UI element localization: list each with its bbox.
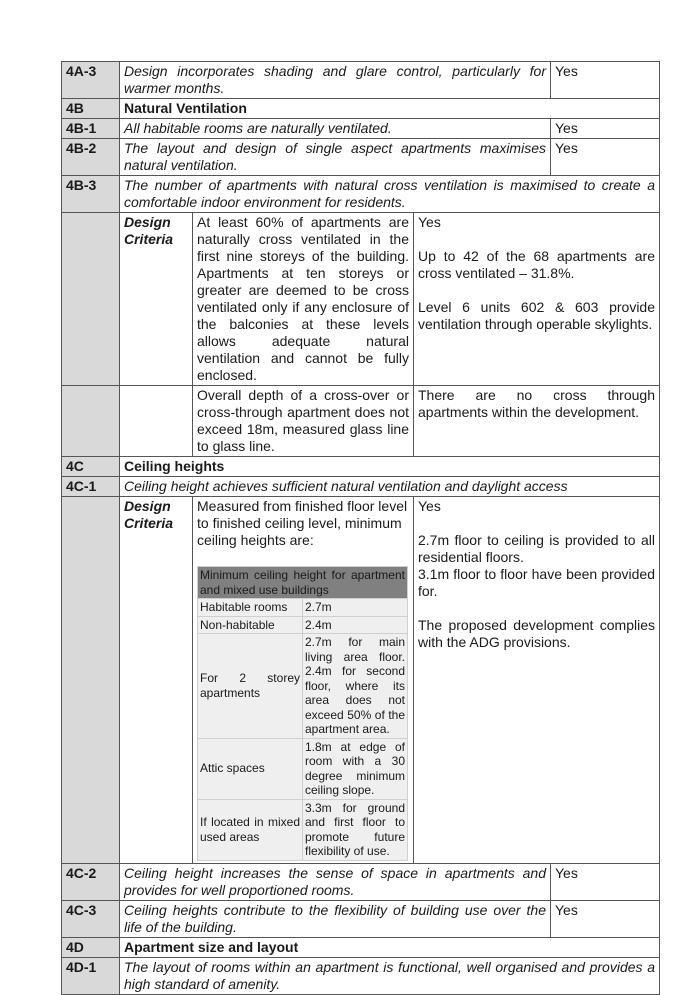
section-title: Ceiling heights bbox=[120, 457, 660, 477]
row-objective: The layout and design of single aspect apartments maximises natural ventilation. bbox=[120, 139, 551, 176]
row-code: 4C-1 bbox=[62, 477, 120, 497]
response-text: Up to 42 of the 68 apartments are cross ventilated – 31.8%. bbox=[418, 248, 655, 281]
criteria-response: There are no cross through apartments within the development. bbox=[414, 386, 660, 457]
row-code: 4D-1 bbox=[62, 957, 120, 994]
table-row bbox=[62, 957, 660, 994]
section-row bbox=[62, 937, 660, 957]
row-objective: Ceiling height achieves sufficient natural ventilation and daylight access bbox=[120, 477, 660, 497]
row-code: 4B-1 bbox=[62, 119, 120, 139]
ceiling-table-row: For 2 storey apartments 2.7m for main living area floor. 2.4m for second floor, where its area does not exceed 50% of the apartment area. bbox=[198, 634, 408, 739]
ceiling-table-header: Minimum ceiling height for apartment and mixed use buildings bbox=[198, 567, 408, 599]
table-row bbox=[62, 863, 660, 900]
table-row bbox=[62, 477, 660, 497]
criteria-response bbox=[414, 213, 660, 386]
row-objective: Ceiling height increases the sense of space in apartments and provides for well proportioned rooms. bbox=[120, 863, 551, 900]
section-title: Natural Ventilation bbox=[120, 99, 660, 119]
response-text: 2.7m floor to ceiling is provided to all residential floors. bbox=[418, 532, 655, 565]
criteria-cell bbox=[193, 497, 414, 864]
ceiling-table-row: If located in mixed used areas 3.3m for ground and first floor to promote future flexibility of use. bbox=[198, 799, 408, 860]
row-code: 4C-2 bbox=[62, 863, 120, 900]
row-status: Yes bbox=[551, 900, 660, 937]
section-row bbox=[62, 99, 660, 119]
row-objective: All habitable rooms are naturally ventilated. bbox=[120, 119, 551, 139]
response-text: Level 6 units 602 & 603 provide ventilation through operable skylights. bbox=[418, 299, 655, 332]
section-code: 4D bbox=[62, 937, 120, 957]
row-code: 4B-3 bbox=[62, 176, 120, 213]
row-code: 4C-3 bbox=[62, 900, 120, 937]
ceiling-table-row: Attic spaces 1.8m at edge of room with a 30 degree minimum ceiling slope. bbox=[198, 738, 408, 799]
design-criteria-label: Design Criteria bbox=[120, 497, 193, 864]
response-text: The proposed development complies with the ADG provisions. bbox=[418, 617, 655, 650]
section-title: Apartment size and layout bbox=[120, 937, 660, 957]
row-code: 4A-3 bbox=[62, 62, 120, 99]
section-code: 4C bbox=[62, 457, 120, 477]
response-text: 3.1m floor to floor have been provided for. bbox=[418, 566, 655, 599]
row-objective: The layout of rooms within an apartment is functional, well organised and provides a high standard of amenity. bbox=[120, 957, 660, 994]
table-row bbox=[62, 62, 660, 99]
table-row bbox=[62, 900, 660, 937]
table-row bbox=[62, 139, 660, 176]
section-row bbox=[62, 457, 660, 477]
row-status: Yes bbox=[551, 139, 660, 176]
response-status: Yes bbox=[418, 214, 441, 230]
row-objective: Design incorporates shading and glare control, particularly for warmer months. bbox=[120, 62, 551, 99]
row-objective: The number of apartments with natural cross ventilation is maximised to create a comfortable indoor environment for residents. bbox=[120, 176, 660, 213]
criteria-row bbox=[62, 497, 660, 864]
table-row bbox=[62, 119, 660, 139]
row-status: Yes bbox=[551, 863, 660, 900]
criteria-row bbox=[62, 213, 660, 386]
criteria-text: At least 60% of apartments are naturally cross ventilated in the first nine storeys of the building. Apartments at ten storeys or greater are deemed to be cross ventilated only if any enclosure of the balconies at these levels allows adequate natural ventilation and cannot be fully enclosed. bbox=[193, 213, 414, 386]
compliance-table bbox=[61, 61, 660, 995]
criteria-text: Overall depth of a cross-over or cross-through apartment does not exceed 18m, measured glass line to glass line. bbox=[193, 386, 414, 457]
table-row bbox=[62, 176, 660, 213]
criteria-row bbox=[62, 386, 660, 457]
criteria-response bbox=[414, 497, 660, 864]
row-objective: Ceiling heights contribute to the flexibility of building use over the life of the building. bbox=[120, 900, 551, 937]
criteria-text: Measured from finished floor level to finished ceiling level, minimum ceiling heights are: bbox=[197, 498, 408, 548]
response-status: Yes bbox=[418, 498, 441, 514]
ceiling-height-table bbox=[197, 566, 408, 861]
row-status: Yes bbox=[551, 62, 660, 99]
ceiling-table-row: Non-habitable 2.4m bbox=[198, 616, 408, 634]
ceiling-table-row: Habitable rooms 2.7m bbox=[198, 599, 408, 617]
design-criteria-label: Design Criteria bbox=[120, 213, 193, 386]
row-code: 4B-2 bbox=[62, 139, 120, 176]
section-code: 4B bbox=[62, 99, 120, 119]
row-status: Yes bbox=[551, 119, 660, 139]
